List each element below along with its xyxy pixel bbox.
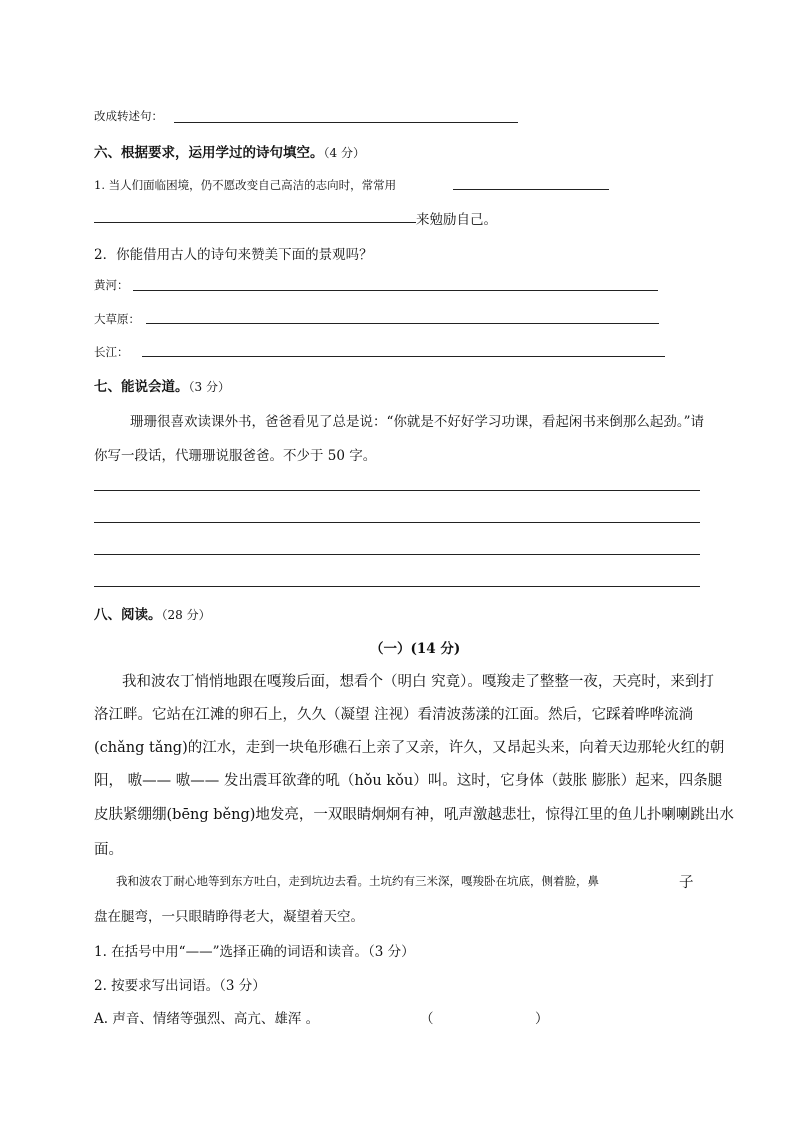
label-grassland: 大草原： (94, 312, 140, 326)
section7-points: （3 分） (188, 380, 230, 394)
question-1: 1. 在括号中用“——”选择正确的词语和读音。（3 分） (94, 944, 415, 960)
rewrite-prompt: 改成转述句： (94, 109, 163, 123)
section6-q1-text: 1. 当人们面临困境，仍不愿改变自己高洁的志向时，常常用 (94, 178, 397, 192)
question-a-close-paren: ） (535, 1011, 549, 1027)
grassland-answer-line[interactable] (146, 323, 659, 324)
passage-line-1: 我和波农丁悄悄地跟在嘎羧后面，想看个（明白 究竟）。嘎羧走了整整一夜，天亮时，来到打 (122, 674, 714, 690)
part-one-title: （一）(14 分) (370, 641, 461, 657)
section6-q1-end: 来勉励自己。 (416, 212, 497, 228)
section6-q2-text: 2．你能借用古人的诗句来赞美下面的景观吗？ (94, 247, 373, 263)
yangtze-answer-line[interactable] (142, 356, 665, 357)
section6-points: （4 分） (323, 146, 365, 160)
section7-heading (94, 375, 230, 395)
rewrite-answer-line[interactable] (174, 122, 518, 123)
writing-line-1[interactable] (94, 490, 700, 491)
passage2-line-2: 盘在腿弯，一只眼睛睁得老大，凝望着天空。 (94, 909, 364, 925)
section7-line1: 珊珊很喜欢读课外书，爸爸看见了总是说：“你就是不好好学习功课，看起闲书来倒那么起劲。”请 (130, 414, 705, 430)
section7-title: 七、能说会道。 (94, 379, 189, 395)
passage-line-2: 洛江畔。它站在江滩的卵石上，久久（凝望 注视）看清波荡漾的江面。然后，它踩着哗哗流淌 (94, 707, 694, 723)
writing-line-3[interactable] (94, 554, 700, 555)
section7-line2: 你写一段话，代珊珊说服爸爸。不少于 50 字。 (94, 448, 377, 464)
label-yellow-river: 黄河： (94, 278, 129, 292)
label-yangtze: 长江： (94, 345, 129, 359)
yellow-river-answer-line[interactable] (133, 290, 658, 291)
writing-line-2[interactable] (94, 522, 700, 523)
question-2: 2. 按要求写出词语。（3 分） (94, 978, 266, 994)
section8-points: （28 分） (161, 608, 211, 622)
section6-title: 六、根据要求，运用学过的诗句填空。 (94, 145, 324, 161)
passage-line-3: (chǎng tǎng)的江水，走到一块龟形礁石上亲了又亲，许久，又昂起头来，向着天边那轮火红的朝 (94, 740, 725, 756)
writing-line-4[interactable] (94, 586, 700, 587)
passage2-line-1: 我和波农丁耐心地等到东方吐白，走到坑边去看。土坑约有三米深，嘎羧卧在坑底，侧着脸，鼻 (116, 874, 599, 888)
passage2-char: 子 (679, 875, 694, 891)
passage-line-4: 阳， 嗷—— 嗷—— 发出震耳欲聋的吼（hǒu kǒu）叫。这时，它身体（鼓胀 膨胀）起来，四条腿 (94, 773, 723, 789)
section6-q1-answer-line-a[interactable] (453, 189, 609, 190)
passage-line-5: 皮肤紧绷绷(bēng běng)地发亮，一双眼睛炯炯有神，吼声激越悲壮，惊得江里的鱼儿扑喇喇跳出水 (94, 807, 734, 823)
section6-heading (94, 141, 365, 161)
section8-title: 八、阅读。 (94, 607, 162, 623)
section8-heading (94, 603, 211, 623)
question-a: A. 声音、情绪等强烈、高亢、雄浑 。 (94, 1011, 320, 1027)
question-a-open-paren: （ (420, 1011, 434, 1027)
section6-q1-answer-line-b[interactable] (94, 222, 416, 223)
passage-line-6: 面。 (94, 842, 123, 858)
